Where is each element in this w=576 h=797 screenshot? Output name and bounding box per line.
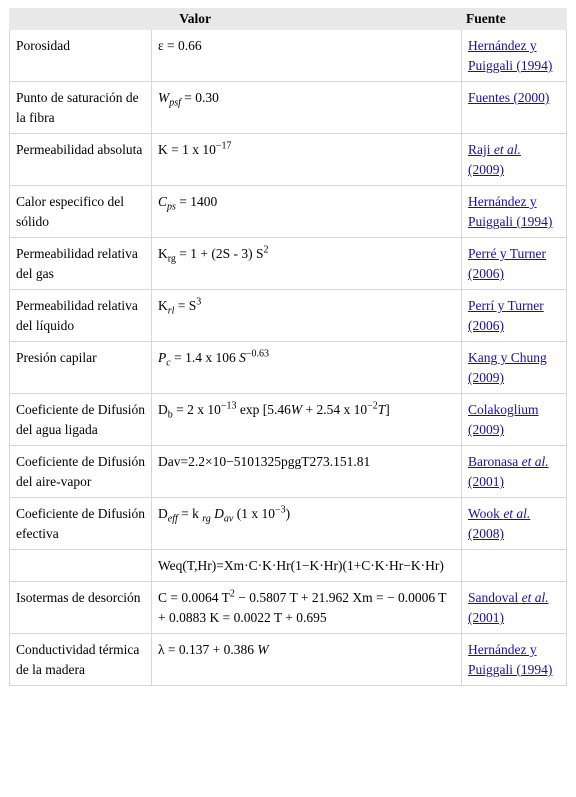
table-row: [10, 634, 567, 686]
property-value: K = 1 x $10^{-17}$: [152, 134, 462, 186]
property-value: Weq(T,Hr)=Xm·C·K·Hr(1−K·Hr)(1+C·K·Hr−K·Hr): [152, 550, 462, 582]
property-value: $C_{ps} = 1400$: [152, 186, 462, 238]
property-value: $K_{rl} = S^3$: [152, 290, 462, 342]
property-name: Presión capilar: [10, 342, 152, 394]
source-cell: [462, 634, 567, 686]
property-name: Permeabilidad relativa del líquido: [10, 290, 152, 342]
table-row: [10, 30, 567, 82]
property-name: Coeficiente de Difusión efectiva: [10, 498, 152, 550]
property-name: Coeficiente de Difusión del agua ligada: [10, 394, 152, 446]
table-row: [10, 550, 567, 582]
table-row: [10, 394, 567, 446]
source-link[interactable]: Perrí y Turner (2006): [468, 298, 544, 333]
source-link[interactable]: Hernández y Puiggali (1994): [468, 194, 553, 229]
source-link[interactable]: Wook et al. (2008): [468, 506, 531, 541]
property-value: $K_{rg} = 1 + (2S - 3)$ $S^2$: [152, 238, 462, 290]
property-value: Dav=2.2×10−5101325pggT273.151.81: [152, 446, 462, 498]
table-row: [10, 290, 567, 342]
property-name: Coeficiente de Difusión del aire-vapor: [10, 446, 152, 498]
table-body: [10, 30, 567, 686]
table-row: [10, 134, 567, 186]
source-cell: [462, 550, 567, 582]
property-value: λ = 0.137 + 0.386 W: [152, 634, 462, 686]
source-link[interactable]: Sandoval et al. (2001): [468, 590, 549, 625]
table-row: [10, 238, 567, 290]
source-cell: [462, 290, 567, 342]
source-link[interactable]: Hernández y Puiggali (1994): [468, 642, 553, 677]
table-row: [10, 82, 567, 134]
property-value: C = 0.0064 $T^2 - 0.5807$ T + 21.962 Xm = − 0.0006 T + 0.0883 K = 0.0022 T + 0.695: [152, 582, 462, 634]
property-value: $P_c = 1.4$ x 106 $S^{-0.63}$: [152, 342, 462, 394]
property-name: Calor especifico del sólido: [10, 186, 152, 238]
source-cell: [462, 394, 567, 446]
source-cell: [462, 82, 567, 134]
property-value: ε = 0.66: [152, 30, 462, 82]
source-link[interactable]: Hernández y Puiggali (1994): [468, 38, 553, 73]
source-link[interactable]: Kang y Chung (2009): [468, 350, 547, 385]
source-cell: [462, 238, 567, 290]
property-value: $D_b = 2$ x $10^{-13}$ exp [5.46W + 2.54 x $10^{-2}T$]: [152, 394, 462, 446]
property-name: Isotermas de desorción: [10, 582, 152, 634]
source-cell: [462, 446, 567, 498]
table-row: [10, 446, 567, 498]
property-name: Punto de saturación de la fibra: [10, 82, 152, 134]
header-row: [10, 9, 567, 30]
table-row: [10, 186, 567, 238]
source-link[interactable]: Baronasa et al. (2001): [468, 454, 549, 489]
property-value: $W_{psf} = 0.30$: [152, 82, 462, 134]
property-value: $D_{eff} = k$ $_{rg}$ $D_{av}$ (1 x $10^{-3}$): [152, 498, 462, 550]
table-row: [10, 342, 567, 394]
source-cell: [462, 30, 567, 82]
source-cell: [462, 134, 567, 186]
source-link[interactable]: Perré y Turner (2006): [468, 246, 547, 281]
source-link[interactable]: Raji et al. (2009): [468, 142, 521, 177]
header-fuente: Fuente: [462, 9, 567, 30]
table-row: [10, 498, 567, 550]
property-name: Permeabilidad absoluta: [10, 134, 152, 186]
source-cell: [462, 498, 567, 550]
property-name: Permeabilidad relativa del gas: [10, 238, 152, 290]
source-cell: [462, 342, 567, 394]
properties-table: [9, 8, 567, 686]
source-cell: [462, 582, 567, 634]
table-row: [10, 582, 567, 634]
property-name: [10, 550, 152, 582]
source-link[interactable]: Fuentes (2000): [468, 90, 550, 105]
header-valor: Valor: [10, 9, 462, 30]
property-name: Porosidad: [10, 30, 152, 82]
source-link[interactable]: Colakoglium (2009): [468, 402, 539, 437]
property-name: Conductividad térmica de la madera: [10, 634, 152, 686]
source-cell: [462, 186, 567, 238]
